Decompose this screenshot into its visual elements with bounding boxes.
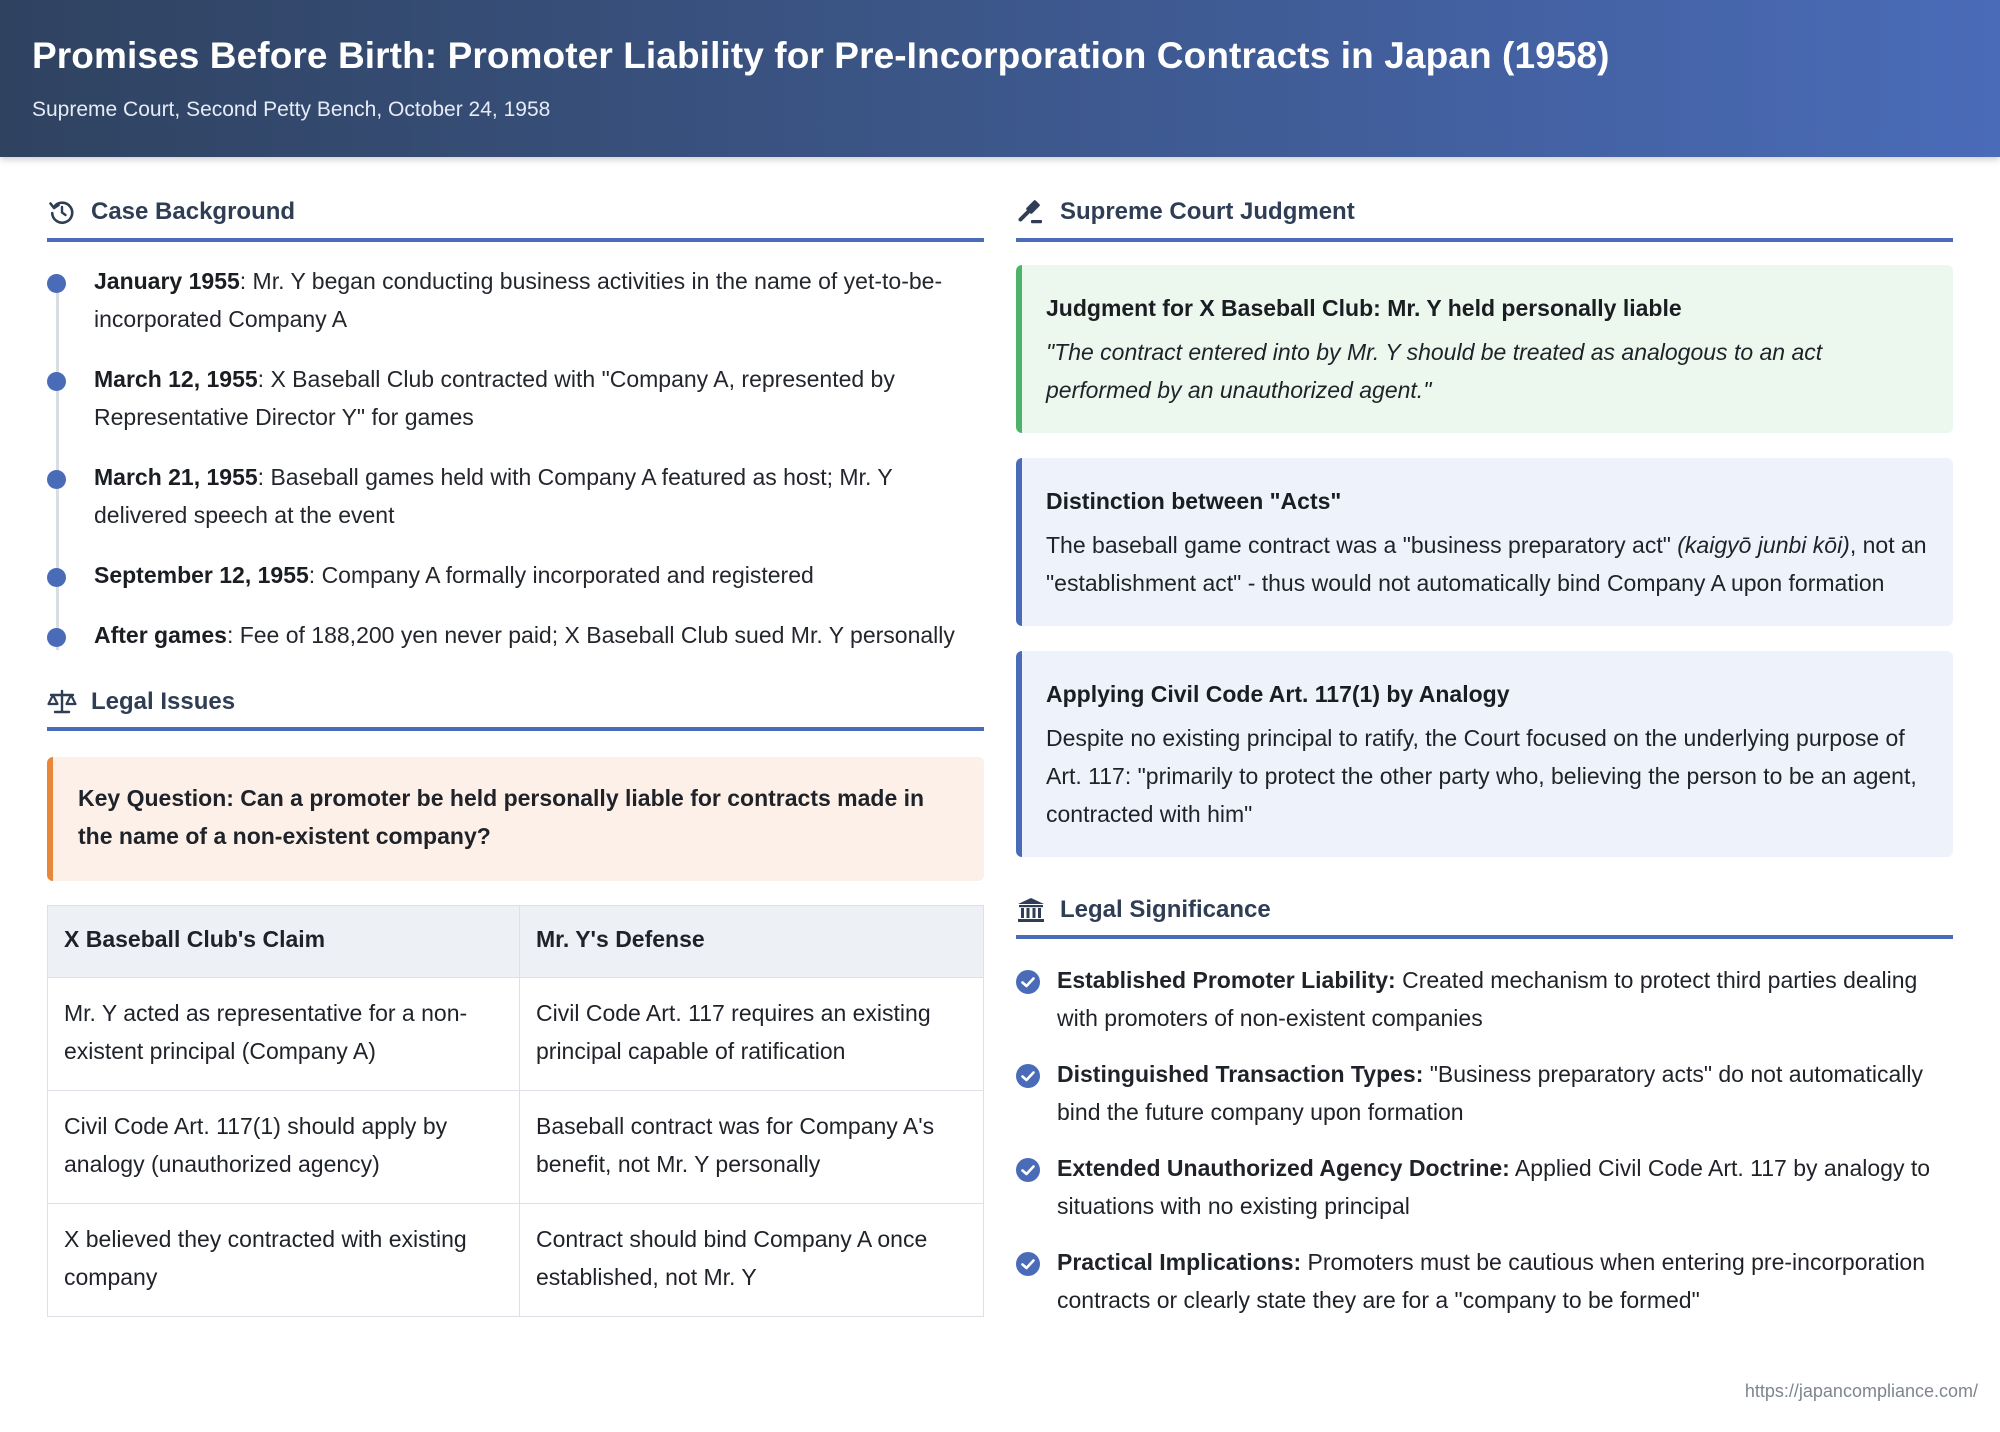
distinction-term: (kaigyō junbi kōi) [1677, 532, 1850, 558]
right-column [1016, 157, 1953, 1337]
significance-text: Created mechanism to protect third parties dealing with promoters of non-existent companies [1057, 967, 1918, 1031]
distinction-box [1016, 458, 1953, 626]
timeline-item [94, 360, 984, 436]
check-circle-icon [1016, 1158, 1040, 1182]
left-column [47, 157, 984, 1317]
timeline-dot [47, 372, 66, 391]
table-cell: Civil Code Art. 117 requires an existing principal capable of ratification [520, 978, 984, 1091]
distinction-text-part: The baseball game contract was a "business preparatory act" [1046, 532, 1678, 558]
section-title: Supreme Court Judgment [1060, 197, 1355, 225]
significance-text: Promoters must be cautious when entering pre-incorporation contracts or clearly state they are for a "company to be formed" [1057, 1249, 1926, 1313]
page-header [0, 0, 2000, 157]
timeline-text: : X Baseball Club contracted with "Company A, represented by Representative Director Y" for games [94, 366, 895, 430]
claims-table [47, 905, 984, 1317]
holding-title: Judgment for X Baseball Club: Mr. Y held personally liable [1046, 295, 1682, 321]
section-title: Legal Significance [1060, 896, 1271, 923]
table-row [48, 1091, 984, 1204]
significance-label: Extended Unauthorized Agency Doctrine: [1057, 1155, 1510, 1181]
timeline-item [94, 556, 984, 594]
key-question: Key Question: Can a promoter be held personally liable for contracts made in the name of a non-existent company? [47, 757, 984, 881]
timeline-date: After games [94, 622, 227, 648]
table-cell: X believed they contracted with existing company [48, 1204, 520, 1317]
holding-box [1016, 265, 1953, 433]
table-cell: Mr. Y acted as representative for a non-existent principal (Company A) [48, 978, 520, 1091]
significance-text: "Business preparatory acts" do not automatically bind the future company upon formation [1057, 1061, 1923, 1125]
judgment-heading [1016, 157, 1953, 242]
timeline-dot [47, 628, 66, 647]
timeline-date: September 12, 1955 [94, 562, 309, 588]
table-header-row [48, 906, 984, 978]
timeline-text: : Baseball games held with Company A featured as host; Mr. Y delivered speech at the event [94, 464, 893, 528]
significance-text: Applied Civil Code Art. 117 by analogy to situations with no existing principal [1057, 1155, 1931, 1219]
distinction-title: Distinction between "Acts" [1046, 488, 1342, 514]
timeline-date: March 12, 1955 [94, 366, 258, 392]
analogy-box [1016, 651, 1953, 857]
timeline-date: January 1955 [94, 268, 240, 294]
analogy-text: Despite no existing principal to ratify, the Court focused on the underlying purpose of Art. 117: "primarily to protect the other party who, believing the person to be an agent, contracted with him" [1046, 725, 1917, 827]
table-row [48, 978, 984, 1091]
list-item [1016, 1055, 1953, 1131]
check-circle-icon [1016, 1064, 1040, 1088]
table-row [48, 1204, 984, 1317]
table-cell: Baseball contract was for Company A's benefit, not Mr. Y personally [520, 1091, 984, 1204]
case-background-heading [47, 157, 984, 242]
timeline-dot [47, 568, 66, 587]
list-item [1016, 1243, 1953, 1319]
list-item [1016, 961, 1953, 1037]
section-title: Legal Issues [91, 687, 236, 715]
timeline-item [94, 616, 984, 654]
distinction-text-part: , not an "establishment act" - thus would not automatically bind Company A upon formation [1046, 532, 1927, 596]
timeline-text: : Mr. Y began conducting business activities in the name of yet-to-be-incorporated Company A [94, 268, 943, 332]
significance-label: Established Promoter Liability: [1057, 967, 1396, 993]
timeline-text: : Company A formally incorporated and registered [308, 562, 814, 588]
significance-label: Distinguished Transaction Types: [1057, 1061, 1424, 1087]
timeline-item [94, 262, 984, 338]
timeline-line [56, 280, 59, 650]
analogy-title: Applying Civil Code Art. 117(1) by Analogy [1046, 681, 1510, 707]
footer-url[interactable]: https://japancompliance.com/ [1744, 1381, 1978, 1401]
timeline-item [94, 458, 984, 534]
page-title: Promises Before Birth: Promoter Liability for Pre-Incorporation Contracts in Japan (1958) [32, 35, 1610, 76]
timeline [47, 262, 984, 654]
history-icon [47, 197, 77, 227]
scale-icon [47, 687, 77, 717]
timeline-dot [47, 274, 66, 293]
column-header: Mr. Y's Defense [520, 906, 984, 978]
distinction-text [1046, 526, 1927, 602]
timeline-text: : Fee of 188,200 yen never paid; X Baseball Club sued Mr. Y personally [226, 622, 955, 648]
legal-issues-heading [47, 648, 984, 731]
institution-icon [1016, 895, 1046, 925]
check-circle-icon [1016, 1252, 1040, 1276]
gavel-icon [1016, 197, 1046, 227]
column-header: X Baseball Club's Claim [48, 906, 520, 978]
timeline-date: March 21, 1955 [94, 464, 258, 490]
table-cell: Contract should bind Company A once established, not Mr. Y [520, 1204, 984, 1317]
list-item [1016, 1149, 1953, 1225]
page-subtitle: Supreme Court, Second Petty Bench, October 24, 1958 [32, 98, 551, 121]
holding-quote: "The contract entered into by Mr. Y should be treated as analogous to an act performed by an unauthorized agent." [1046, 339, 1823, 403]
check-circle-icon [1016, 970, 1040, 994]
significance-heading [1016, 857, 1953, 939]
significance-label: Practical Implications: [1057, 1249, 1302, 1275]
table-cell: Civil Code Art. 117(1) should apply by analogy (unauthorized agency) [48, 1091, 520, 1204]
timeline-dot [47, 470, 66, 489]
section-title: Case Background [91, 197, 296, 225]
significance-list [1016, 961, 1953, 1319]
